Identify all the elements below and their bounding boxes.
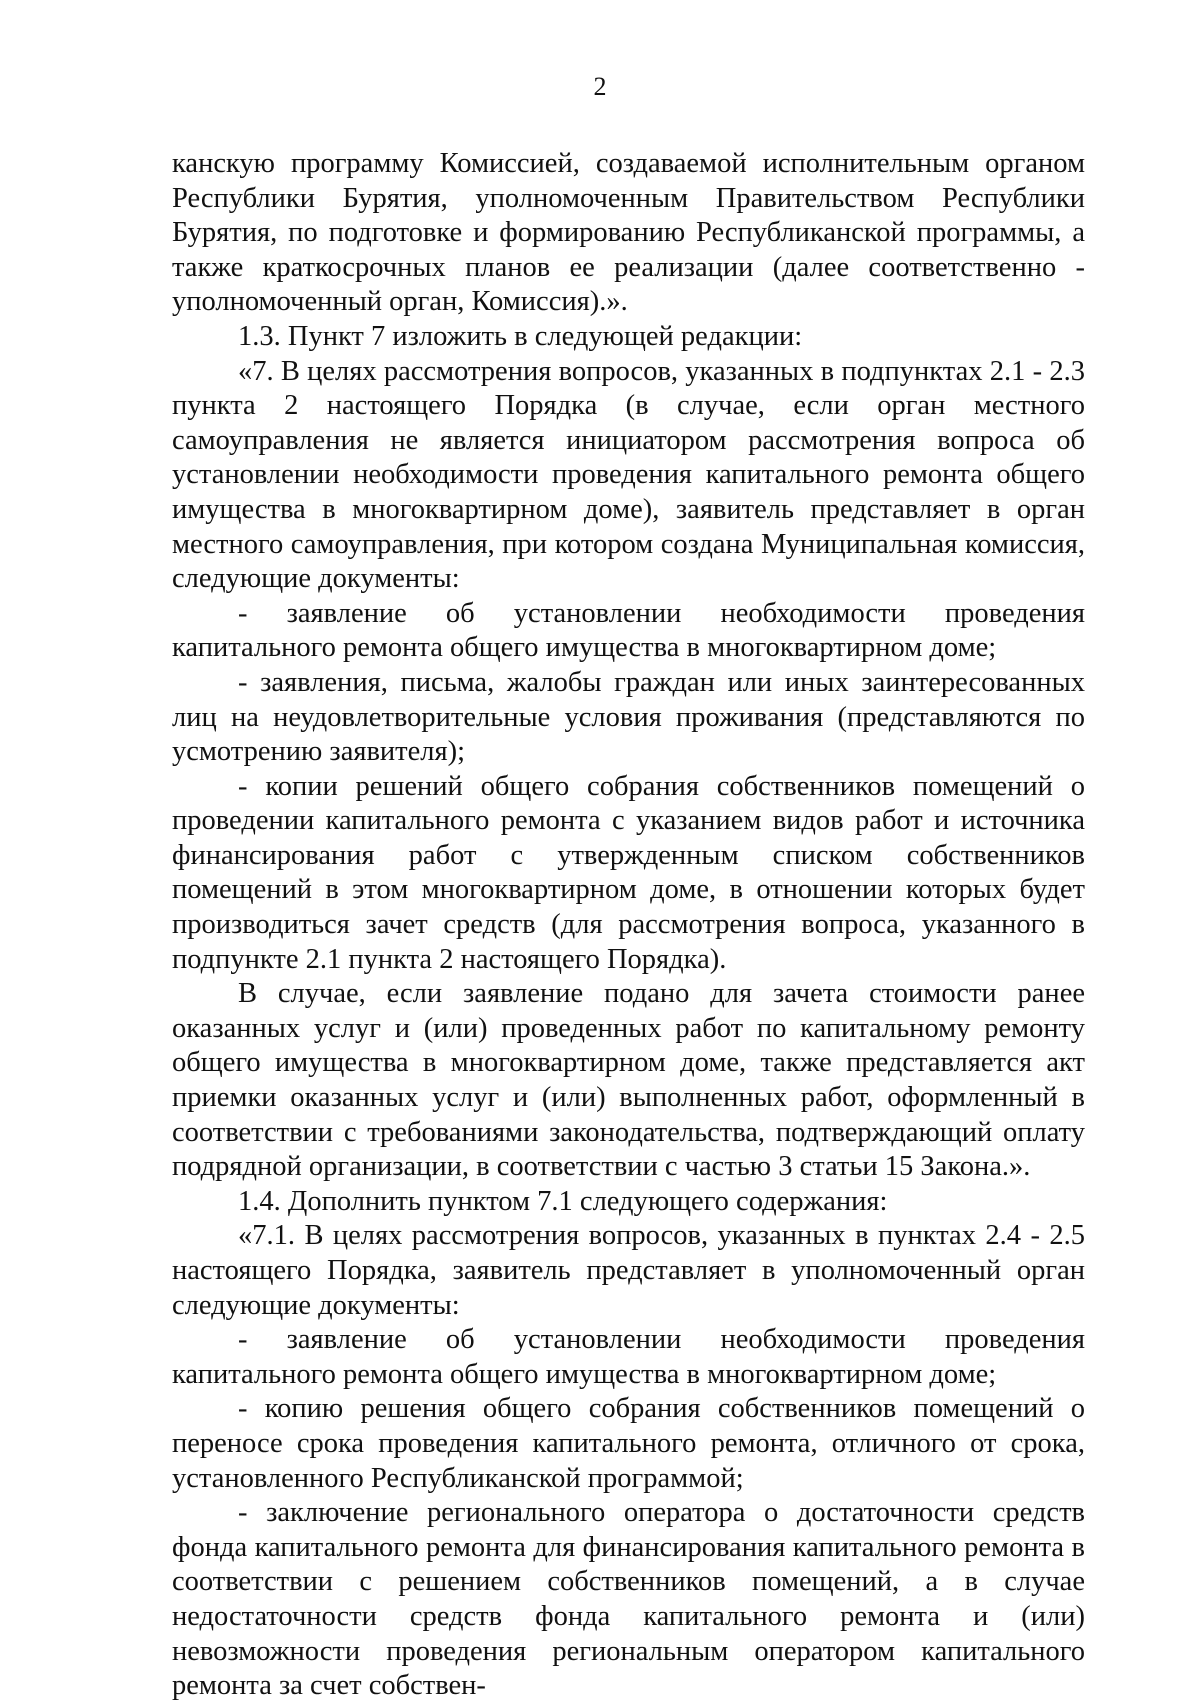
paragraph: канскую программу Комиссией, создаваемой исполнительным органом Республики Бурятия, уполномоченным Правительством Республики Бурятия, по подготовке и формированию Республиканской программы, а также краткосрочных планов ее реализации (далее соответственно - уполномоченный орган, Комиссия).». bbox=[172, 148, 1085, 318]
list-item: - заявление об установлении необходимости проведения капитального ремонта общего имущества в многоквартирном доме; bbox=[172, 1324, 1085, 1390]
list-item: - копии решений общего собрания собственников помещений о проведении капитального ремонта с указанием видов работ и источника финансирования работ с утвержденным списком собственников помещений в этом многоквартирном доме, в отношении которых будет производиться зачет средств (для рассмотрения вопроса, указанного в подпункте 2.1 пункта 2 настоящего Порядка). bbox=[172, 770, 1085, 975]
list-item: - заявления, письма, жалобы граждан или иных заинтересованных лиц на неудовлетворительные условия проживания (представляются по усмотрению заявителя); bbox=[172, 666, 1085, 768]
paragraph: «7.1. В целях рассмотрения вопросов, указанных в пунктах 2.4 - 2.5 настоящего Порядка, заявитель представляет в уполномоченный орган следующие документы: bbox=[172, 1220, 1085, 1321]
list-item: - заявление об установлении необходимости проведения капитального ремонта общего имущества в многоквартирном доме; bbox=[172, 597, 1085, 664]
page-number: 2 bbox=[593, 72, 607, 101]
list-item: - копию решения общего собрания собственников помещений о переносе срока проведения капитального ремонта, отличного от срока, установленного Республиканской программой; bbox=[172, 1393, 1085, 1494]
paragraph: В случае, если заявление подано для зачета стоимости ранее оказанных услуг и (или) проведенных работ по капитальному ремонту общего имущества в многоквартирном доме, также представляется акт приемки оказанных услуг и (или) выполненных работ, оформленный в соответствии с требованиями законодательства, подтверждающий оплату подрядной организации, в соответствии с частью 3 статьи 15 Закона.». bbox=[172, 978, 1085, 1183]
paragraph: 1.4. Дополнить пунктом 7.1 следующего содержания: bbox=[238, 1185, 888, 1217]
paragraph: «7. В целях рассмотрения вопросов, указанных в подпунктах 2.1 - 2.3 пункта 2 настоящего Порядка (в случае, если орган местного самоуправления не является инициатором рассмотрения вопроса об установлении необходимости проведения капитального ремонта общего имущества в многоквартирном доме), заявитель представляет в орган местного самоуправления, при котором создана Муниципальная комиссия, следующие документы: bbox=[172, 355, 1085, 595]
list-item: - заключение регионального оператора о достаточности средств фонда капитального ремонта для финансирования капитального ремонта в соответствии с решением собственников помещений, а в случае недостаточности средств фонда капитального ремонта и (или) невозможности проведения региональным оператором капитального ремонта за счет собствен- bbox=[172, 1497, 1085, 1702]
paragraph: 1.3. Пункт 7 изложить в следующей редакции: bbox=[238, 320, 803, 352]
document-body bbox=[172, 147, 1085, 1704]
